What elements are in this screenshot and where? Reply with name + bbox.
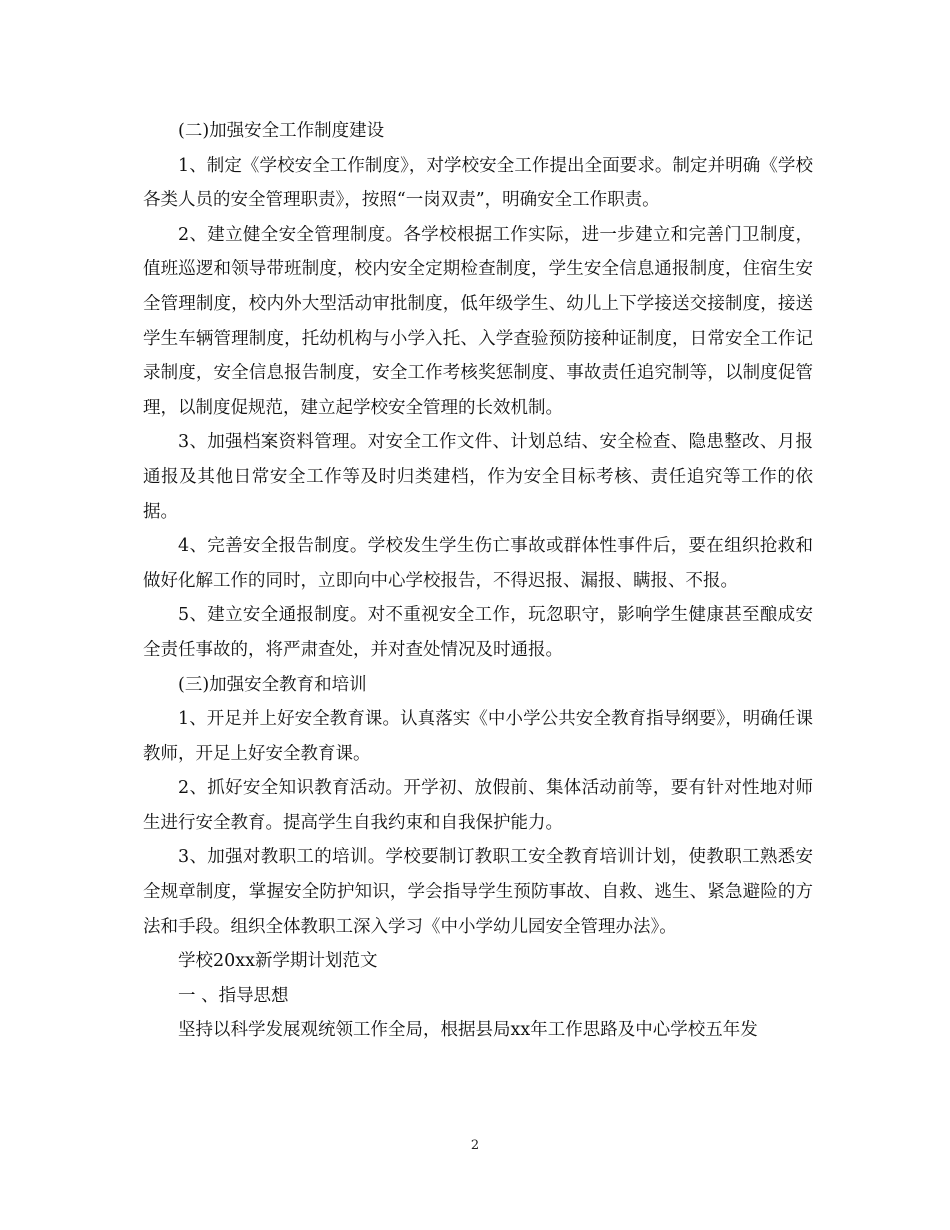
section-heading-2: (二)加强安全工作制度建设: [178, 121, 385, 141]
paragraph-training-1: 1、开足并上好安全教育课。认真落实《中小学公共安全教育指导纲要》，明确任课教师，开足上好安全教育课。: [143, 709, 813, 764]
page-number: 2: [470, 1138, 480, 1153]
paragraph-guiding-thought: 坚持以科学发展观统领工作全局，根据县局xx年工作思路及中心学校五年发: [178, 1020, 758, 1041]
article-title: 学校20xx新学期计划范文: [178, 951, 378, 972]
paragraph-item-1: 1、制定《学校安全工作制度》，对学校安全工作提出全面要求。制定并明确《学校各类人员的安全管理职责》，按照“一岗双责”，明确安全工作职责。: [143, 155, 813, 211]
document-body: [143, 114, 813, 1048]
section-heading-guiding-thought: 一 、指导思想: [178, 985, 289, 1006]
paragraph-item-2: 2、建立健全安全管理制度。各学校根据工作实际，进一步建立和完善门卫制度，值班巡逻和领导带班制度，校内安全定期检查制度，学生安全信息通报制度，住宿生安全管理制度，校内外大型活动审批制度，低年级学生、幼儿上下学接送交接制度，接送学生车辆管理制度，托幼机构与小学入托、入学查验预防接种证制度，日常安全工作记录制度，安全信息报告制度，安全工作考核奖惩制度、事故责任追究制等，以制度促管理，以制度促规范，建立起学校安全管理的长效机制。: [143, 224, 813, 418]
paragraph-item-4: 4、完善安全报告制度。学校发生学生伤亡事故或群体性事件后，要在组织抢救和做好化解工作的同时，立即向中心学校报告，不得迟报、漏报、瞒报、不报。: [143, 536, 813, 591]
paragraph-training-2: 2、抓好安全知识教育活动。开学初、放假前、集体活动前等，要有针对性地对师生进行安全教育。提高学生自我约束和自我保护能力。: [143, 778, 813, 833]
section-heading-3: (三)加强安全教育和培训: [178, 674, 367, 695]
paragraph-training-3: 3、加强对教职工的培训。学校要制订教职工安全教育培训计划，使教职工熟悉安全规章制度，掌握安全防护知识，学会指导学生预防事故、自救、逃生、紧急避险的方法和手段。组织全体教职工深入学习《中小学幼儿园安全管理办法》。: [143, 847, 813, 937]
paragraph-item-3: 3、加强档案资料管理。对安全工作文件、计划总结、安全检查、隐患整改、月报通报及其他日常安全工作等及时归类建档，作为安全目标考核、责任追究等工作的依据。: [143, 432, 813, 522]
paragraph-item-5: 5、建立安全通报制度。对不重视安全工作，玩忽职守，影响学生健康甚至酿成安全责任事故的，将严肃查处，并对查处情况及时通报。: [143, 605, 813, 660]
